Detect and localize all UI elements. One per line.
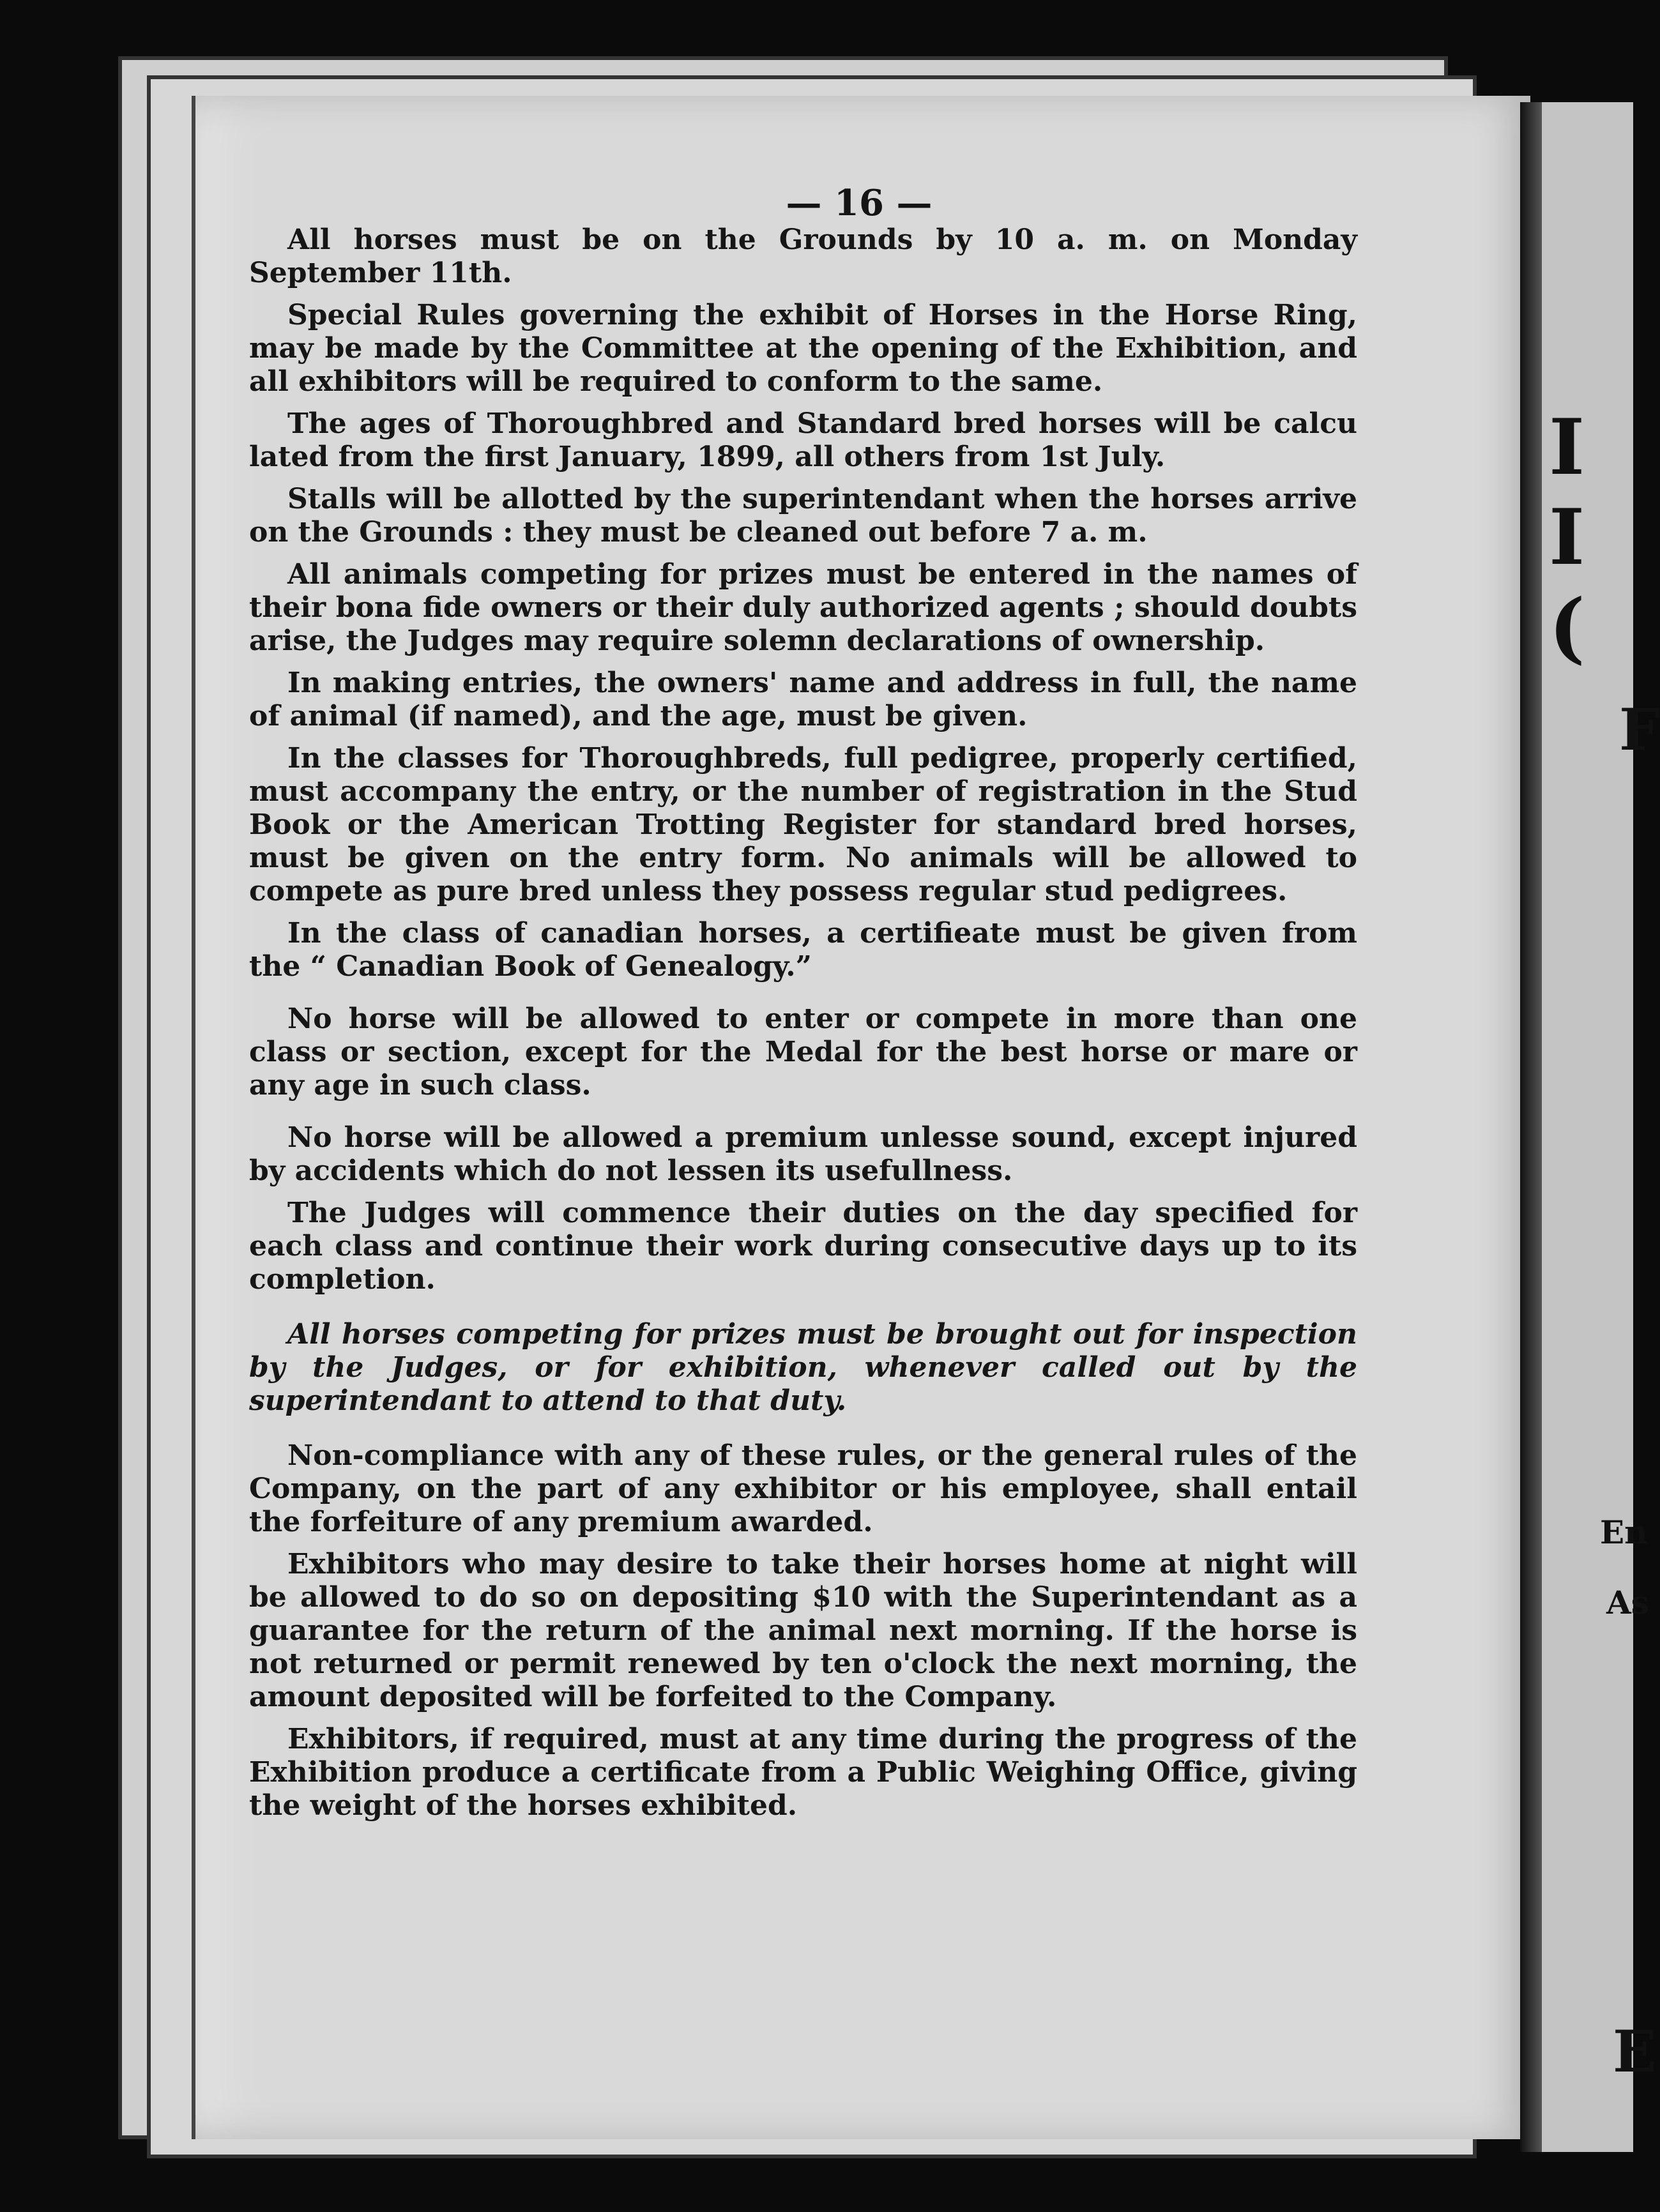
body-text [249,223,1357,1831]
facing-page-fragment: F [1619,696,1660,764]
facing-page-fragment: I I ( [1549,402,1585,672]
paragraph: Exhibitors, if required, must at any time during the progress of the Exhibition produce a certificate from a Public Weighing Office, giving the weight of the horses exhibited. [249,1723,1357,1822]
facing-page-fragment: As [1606,1584,1649,1621]
paragraph: In making entries, the owners' name and address in full, the name of animal (if named), and the age, must be given. [249,667,1357,732]
paragraph: No horse will be allowed to enter or compete in more than one class or section, except for the Medal for the best horse or mare or any age in such class. [249,1003,1357,1102]
paragraph: The ages of Thoroughbred and Standard bred horses will be calcu lated from the first January, 1899, all others from 1st July. [249,407,1357,473]
paragraph: Exhibitors who may desire to take their horses home at night will be allowed to do so on depositing $10 with the Superintendant as a guarantee for the return of the animal next morning. If the horse is not returned or permit renewed by ten o'clock the next morning, the amount deposited will be forfeited to the Company. [249,1548,1357,1713]
book-gutter [1520,102,1542,2152]
paragraph: Special Rules governing the exhibit of Horses in the Horse Ring, may be made by the Committee at the opening of the Exhibition, and all exhibitors will be required to conform to the same. [249,299,1357,398]
paragraph: All horses must be on the Grounds by 10 a. m. on Monday September 11th. [249,223,1357,289]
facing-page-fragment: En [1600,1513,1648,1551]
paragraph: In the classes for Thoroughbreds, full pedigree, properly certified, must accompany the entry, or the number of registration in the Stud Book or the American Trotting Register for standard bred horses, must be given on the entry form. No animals will be allowed to compete as pure bred unless they possess regular stud pedigrees. [249,742,1357,907]
page-number: — 16 — [786,182,933,224]
paragraph: Stalls will be allotted by the superintendant when the horses arrive on the Grounds : they must be cleaned out before 7 a. m. [249,483,1357,549]
facing-page-fragment: E [1613,2018,1657,2086]
paragraph: The Judges will commence their duties on the day specified for each class and continue their work during consecutive days up to its completion. [249,1197,1357,1296]
paragraph: No horse will be allowed a premium unlesse sound, except injured by accidents which do not lessen its usefullness. [249,1121,1357,1187]
paragraph: All animals competing for prizes must be entered in the names of their bona fide owners or their duly authorized agents ; should doubts arise, the Judges may require solemn declarations of ownership. [249,558,1357,657]
paragraph: Non-compliance with any of these rules, or the general rules of the Company, on the part of any exhibitor or his employee, shall entail the forfeiture of any premium awarded. [249,1439,1357,1538]
paragraph: In the class of canadian horses, a certifieate must be given from the “ Canadian Book of Genealogy.” [249,917,1357,983]
paragraph: All horses competing for prizes must be brought out for inspection by the Judges, or for exhibition, whenever called out by the superintendant to attend to that duty. [249,1318,1357,1417]
